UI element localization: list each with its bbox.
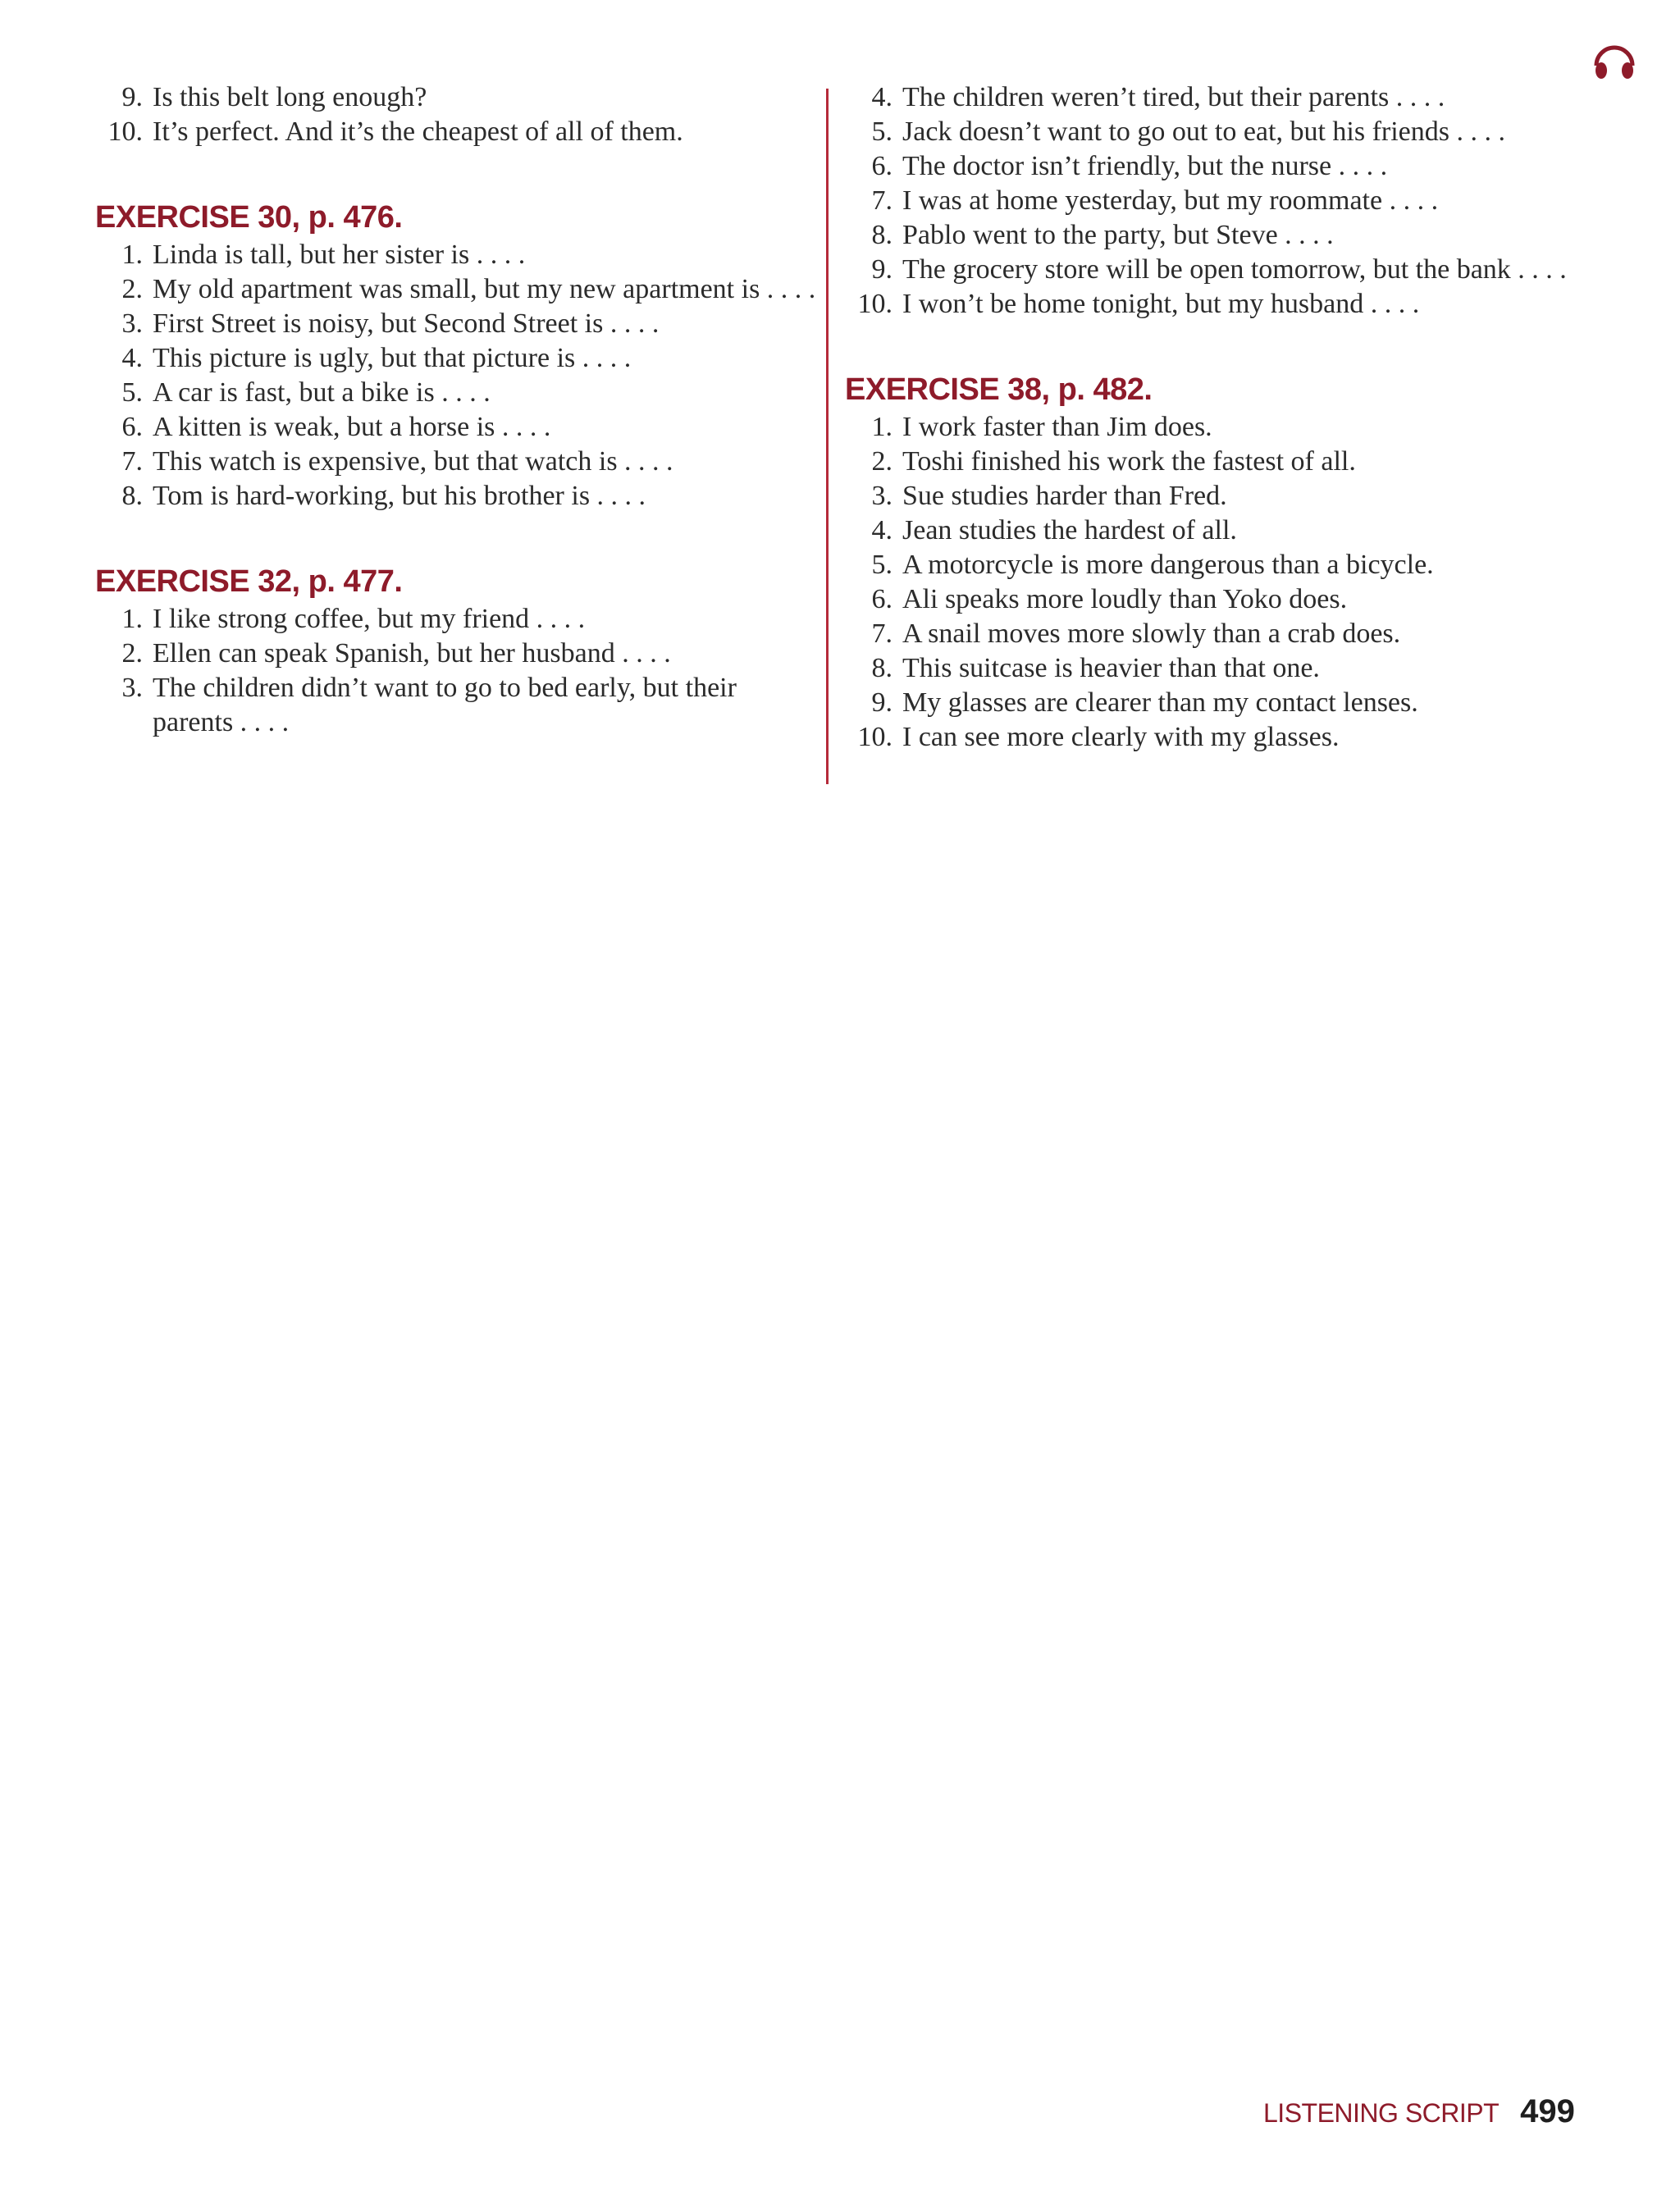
exercise-30-list	[95, 238, 817, 513]
item-number: 6.	[871, 584, 892, 614]
list-item	[95, 376, 817, 410]
item-number: 6.	[121, 412, 143, 442]
item-number: 8.	[121, 481, 143, 511]
list-item	[845, 80, 1567, 115]
item-number: 5.	[121, 377, 143, 408]
right-column	[845, 80, 1567, 755]
list-item	[95, 479, 817, 513]
item-text: First Street is noisy, but Second Street is . . . .	[153, 308, 660, 339]
list-item	[845, 184, 1567, 218]
item-text: A motorcycle is more dangerous than a bicycle.	[902, 550, 1434, 580]
item-number: 3.	[871, 481, 892, 511]
list-item	[845, 513, 1567, 548]
page-number: 499	[1520, 2093, 1575, 2129]
list-item	[95, 272, 817, 307]
item-text: My old apartment was small, but my new apartment is . . . .	[153, 274, 816, 304]
exercise-30-heading: EXERCISE 30, p. 476.	[95, 200, 403, 235]
item-number: 7.	[871, 618, 892, 649]
item-text: A car is fast, but a bike is . . . .	[153, 377, 491, 408]
list-item	[95, 238, 817, 272]
list-item	[845, 410, 1567, 445]
list-item	[845, 548, 1567, 582]
item-text: Tom is hard-working, but his brother is . . . .	[153, 481, 646, 511]
item-text: The doctor isn’t friendly, but the nurse . . . .	[902, 151, 1388, 181]
headphones-icon	[1590, 36, 1639, 85]
item-text: Jean studies the hardest of all.	[902, 515, 1237, 545]
list-item	[95, 341, 817, 376]
item-text: Toshi finished his work the fastest of all.	[902, 446, 1356, 477]
item-text: I work faster than Jim does.	[902, 412, 1212, 442]
item-number: 3.	[121, 673, 143, 703]
list-item	[845, 287, 1567, 322]
item-number: 8.	[871, 653, 892, 683]
item-text: The children didn’t want to go to bed early, but their parents . . . .	[153, 673, 737, 737]
item-number: 7.	[121, 446, 143, 477]
exercise-38-list	[845, 410, 1567, 755]
item-number: 2.	[871, 446, 892, 477]
item-text: Ellen can speak Spanish, but her husband . . . .	[153, 638, 671, 669]
item-text: This watch is expensive, but that watch is . . . .	[153, 446, 673, 477]
item-number: 5.	[871, 116, 892, 147]
left-intro-list	[95, 80, 817, 149]
item-number: 5.	[871, 550, 892, 580]
list-item	[845, 582, 1567, 617]
item-number: 4.	[121, 343, 143, 373]
item-number: 2.	[121, 274, 143, 304]
list-item	[95, 637, 817, 671]
list-item	[845, 445, 1567, 479]
list-item	[845, 253, 1567, 287]
item-number: 1.	[121, 240, 143, 270]
item-number: 10.	[857, 289, 892, 319]
item-number: 1.	[121, 604, 143, 634]
item-number: 9.	[121, 82, 143, 112]
item-number: 10.	[107, 116, 143, 147]
list-item	[95, 671, 817, 740]
item-number: 7.	[871, 185, 892, 216]
item-number: 2.	[121, 638, 143, 669]
item-text: This suitcase is heavier than that one.	[902, 653, 1320, 683]
item-number: 6.	[871, 151, 892, 181]
item-number: 9.	[871, 687, 892, 718]
list-item	[845, 686, 1567, 720]
list-item	[845, 479, 1567, 513]
item-text: Sue studies harder than Fred.	[902, 481, 1227, 511]
item-text: Is this belt long enough?	[153, 82, 427, 112]
item-text: The grocery store will be open tomorrow, but the bank . . . .	[902, 254, 1567, 285]
item-text: I can see more clearly with my glasses.	[902, 722, 1340, 752]
item-text: I was at home yesterday, but my roommate . . . .	[902, 185, 1439, 216]
list-item	[845, 218, 1567, 253]
list-item	[845, 720, 1567, 755]
exercise-32-heading: EXERCISE 32, p. 477.	[95, 564, 403, 599]
item-text: A kitten is weak, but a horse is . . . .	[153, 412, 551, 442]
page-footer	[1263, 2093, 1575, 2130]
left-column	[95, 80, 817, 740]
list-item	[95, 445, 817, 479]
list-item	[95, 410, 817, 445]
item-text: Jack doesn’t want to go out to eat, but his friends . . . .	[902, 116, 1505, 147]
item-text: My glasses are clearer than my contact lenses.	[902, 687, 1418, 718]
list-item	[95, 602, 817, 637]
list-item	[845, 149, 1567, 184]
item-text: Pablo went to the party, but Steve . . . .	[902, 220, 1334, 250]
list-item	[845, 651, 1567, 686]
item-number: 9.	[871, 254, 892, 285]
running-footer-label: LISTENING SCRIPT	[1263, 2098, 1500, 2128]
item-text: This picture is ugly, but that picture is . . . .	[153, 343, 632, 373]
exercise-32-list	[95, 602, 817, 740]
list-item	[845, 617, 1567, 651]
list-item	[95, 115, 817, 149]
item-text: A snail moves more slowly than a crab does.	[902, 618, 1401, 649]
exercise-38-heading: EXERCISE 38, p. 482.	[845, 372, 1153, 407]
item-number: 10.	[857, 722, 892, 752]
item-number: 4.	[871, 515, 892, 545]
item-text: Linda is tall, but her sister is . . . .	[153, 240, 526, 270]
item-number: 3.	[121, 308, 143, 339]
item-number: 4.	[871, 82, 892, 112]
list-item	[95, 307, 817, 341]
list-item	[95, 80, 817, 115]
item-text: It’s perfect. And it’s the cheapest of all of them.	[153, 116, 683, 147]
list-item	[845, 115, 1567, 149]
item-text: I like strong coffee, but my friend . . . .	[153, 604, 586, 634]
right-intro-list	[845, 80, 1567, 322]
item-text: The children weren’t tired, but their parents . . . .	[902, 82, 1445, 112]
item-number: 1.	[871, 412, 892, 442]
column-divider	[826, 89, 829, 784]
item-text: I won’t be home tonight, but my husband . . . .	[902, 289, 1420, 319]
item-text: Ali speaks more loudly than Yoko does.	[902, 584, 1348, 614]
item-number: 8.	[871, 220, 892, 250]
